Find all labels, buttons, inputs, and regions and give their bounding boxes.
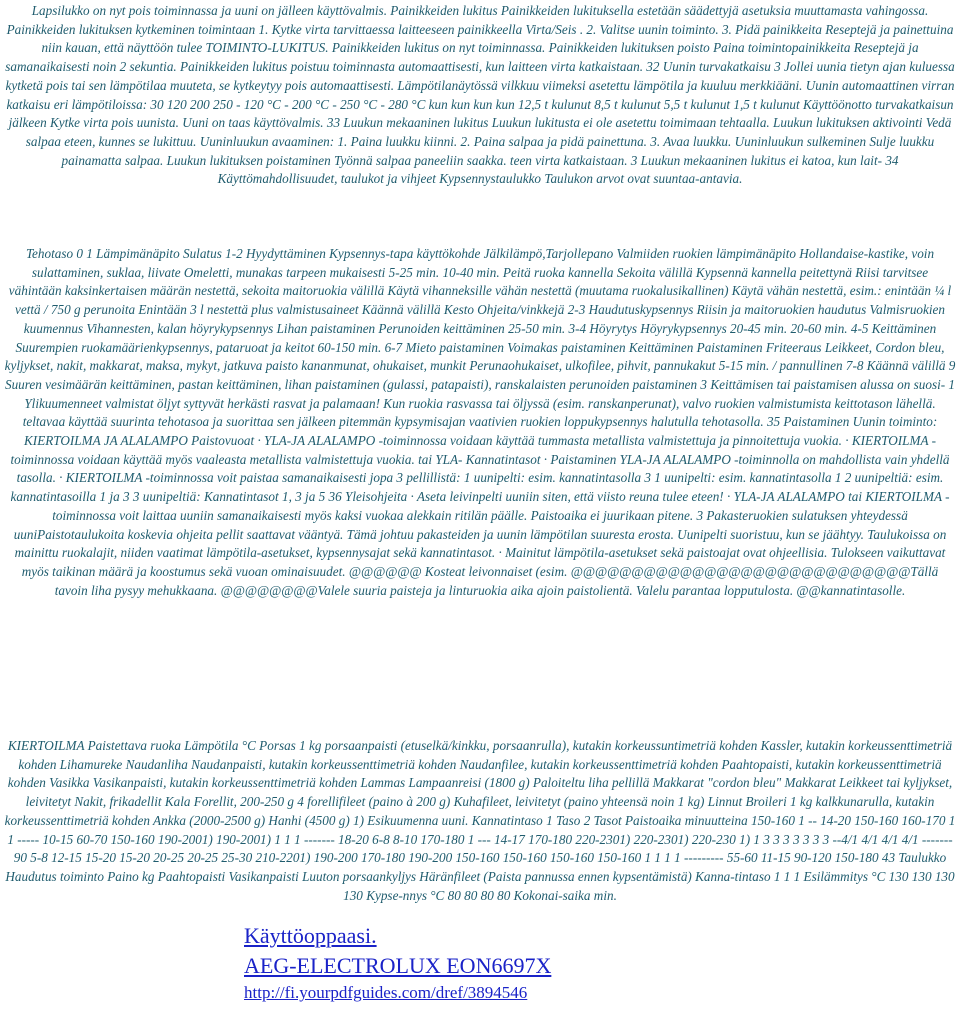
paragraph-cooking-table-and-baking: Tehotaso 0 1 Lämpimänäpito Sulatus 1-2 Hyydyttäminen Kypsennys-tapa käyttökohde Jälkilämpö,Tarjollepano Valmiiden ruokien lämpimänäpito Hollandaise-kastike, voin sulattaminen, suklaa, liivate Omeletti, munakas tarpeen mukaisesti 5-25 min. 10-40 min. Peitä ruoka kannella Sekoita välillä Kypsennä kannella peitettynä Riisi tarvitsee vähintään kaksinkertaisen määrän nestettä, sekoita maitoruokia välillä Käytä vihanneksille vähän nestettä (muutama ruokalusikallinen) Käytä vähän nestettä, esim.: enintään ¼ l vettä / 750 g perunoita Enintään 3 l nestettä plus valmistusaineet Käännä välillä Kesto Ohjeita/vinkkejä 2-3 Haudutuskypsennys Riisin ja maitoruokien haudutus Valmisruokien kuumennus Vihannesten, kalan höyrykypsennys Lihan paistaminen Perunoiden keittäminen 25-50 min. 3-4 Höyrytys Höyrykypsennys 20-45 min. 20-60 min. 4-5 Keittäminen Suurempien ruokamäärienkypsennys, pataruoat ja keitot 60-150 min. 6-7 Mieto paistaminen Voimakas paistaminen Keittäminen Paistaminen Friteeraus Leikkeet, Cordon bleu, kyljykset, nakit, makkarat, maksa, mykyt, jatkuva paisto kananmunat, ohukaiset, munkit Perunaohukaiset, ulkofilee, pihvit, pannukakut 5-15 min. / pannullinen 7-8 Käännä välillä 9 Suuren vesimäärän keittäminen, pastan keittäminen, lihan paistaminen (gulassi, patapaisti), ranskalaisten perunoiden paistaminen 3 Keittämisen tai paistamisen alussa on suosi- 1 Ylikuumenneet valmistat öljyt syttyvät herkästi rasvat ja palamaan! Kun ruokia rasvassa tai öljyssä (esim. ranskanperunat), valvo ruokien valmistumista keittotason lähellä. teltavaa käyttää suurinta tehotasoa ja suorittaa sen jälkeen pitemmän kypsymisajan vaativien ruokien loppukypsennys halutulla tehotasolla. 35 Paistaminen Uunin toiminto: KIERTOILMA JA ALALAMPO Paistovuoat · YLA-JA ALALAMPO -toiminnossa voidaan käyttää tummasta metallista valmistettuja ja pinnoitettuja vuokia. · KIERTOILMA -toiminnossa voidaan käyttää myös vaaleasta metallista valmistettuja vuokia. tai YLA- Kannatintasot · Paistaminen YLA-JA ALALAMPO -toiminnolla on mahdollista vain yhdellä tasolla. · KIERTOILMA -toiminnossa voit paistaa samanaikaisesti jopa 3 pellillistä: 1 uunipelti: esim. kannatintasolla 3 1 uunipelti: esim. kannatintasolla 1 2 uunipeltiä: esim. kannatintasoilla 1 ja 3 3 uunipeltiä: Kannatintasot 1, 3 ja 5 36 Yleisohjeita · Aseta leivinpelti uuniin siten, että viisto reuna tulee eteen! · YLA-JA ALALAMPO tai KIERTOILMA -toiminnossa voit laittaa uuniin samanaikaisesti myös kaksi vuokaa alekkain ritilän päälle. Paistoaika ei juurikaan pitene. 3 Pakasteruokien sulatuksen yhteydessä uuniPaistotaulukoita koskevia ohjeita pellit saattavat vääntyä. Tämä johtuu pakasteiden ja uunin lämpötilan suuresta erosta. Uunipelti suoristuu, kun se jäähtyy. Taulukoissa on mainittu ruokalajit, niiden vaatimat lämpötila-asetukset, kypsennysajat sekä kannatintasot. · Mainitut lämpötila-asetukset sekä paistoajat ovat ohjeellisia. Tulokseen vaikuttavat myös taikinan määrä ja koostumus sekä vuoan ominaisuudet. @@@@@@ Kosteat leivonnaiset (esim. @@@@@@@@@@@@@@@@@@@@@@@@@@@@Tällä tavoin liha pysyy mehukkaana. @@@@@@@@Valele suuria paisteja ja linturuokia aika ajoin paistolientä. Valelu parantaa lopputulosta. @@kannatintasolle. [4, 246, 956, 598]
manual-title-link[interactable]: Käyttöoppaasi. [244, 923, 377, 948]
manual-url-link[interactable]: http://fi.yourpdfguides.com/dref/3894546 [244, 983, 528, 1002]
paragraph-roasting-table: KIERTOILMA Paistettava ruoka Lämpötila °C Porsas 1 kg porsaanpaisti (etuselkä/kinkku, porsaanrulla), kutakin korkeussuntimetriä kohden Kassler, kutakin korkeussenttimetriä kohden Lihamureke Naudanliha Naudanpaisti, kutakin korkeussenttimetriä kohden Naudanfilee, kutakin korkeussenttimetriä kohden Paahtopaisti, kutakin korkeussenttimetriä kohden Vasikka Vasikanpaisti, kutakin korkeussenttimetriä kohden Lammas Lampaanreisi (1800 g) Paloiteltu liha pellillä Makkarat "cordon bleu" Makkarat Leikkeet tai kyljykset, leivitetyt Nakit, frikadellit Kala Forellit, 200-250 g 4 forellifileet (paino à 200 g) Kuhafileet, leivitetyt (paino yhteensä noin 1 kg) Linnut Broileri 1 kg kalkkunarulla, kutakin korkeussenttimetriä kohden Ankka (2000-2500 g) Hanhi (4500 g) 1) Esikuumenna uuni. Kannatintaso 1 Taso 2 Tasot Paistoaika minuutteina 150-160 1 -- 14-20 150-160 160-170 1 1 ----- 10-15 60-70 150-160 190-2001) 190-2001) 1 1 1 ------- 18-20 6-8 8-10 170-180 1 --- 14-17 170-180 220-2301) 220-2301) 220-230 1) 1 3 3 3 3 3 3 3 --4/1 4/1 4/1 4/1 ------- 90 5-8 12-15 15-20 15-20 20-25 20-25 25-30 210-2201) 190-200 170-180 190-200 150-160 150-160 150-160 150-160 1 1 1 1 --------- 55-60 11-15 90-120 150-180 43 Taulukko Haudutus toiminto Paino kg Paahtopaisti Vasikanpaisti Luuton porsaankyljys Häränfileet (Paista pannussa ennen kypsentämistä) Kanna-tintaso 1 1 1 Esilämmitys °C 130 130 130 130 Kypse-nnys °C 80 80 80 80 Kokonai-saika min. [4, 738, 956, 903]
paragraph-child-lock-and-safety: Lapsilukko on nyt pois toiminnassa ja uuni on jälleen käyttövalmis. Painikkeiden lukitus Painikkeiden lukituksella estetään säädettyjä asetuksia muuttamasta vahingossa. Painikkeiden lukituksen kytkeminen toimintaan 1. Kytke virta tarvittaessa laitteeseen painikkeella Virta/Seis . 2. Valitse uunin toiminto. 3. Pidä painikkeita Reseptejä ja painettuina niin kauan, että näyttöön tulee TOIMINTO-LUKITUS. Painikkeiden lukitus on nyt toiminnassa. Painikkeiden lukituksen poisto Paina toimintopainikkeita Reseptejä ja samanaikaisesti noin 2 sekuntia. Painikkeiden lukitus poistuu toiminnasta automaattisesti, kun laitteen virta katkaistaan. 32 Uunin turvakatkaisu 3 Jollei uunia tietyn ajan kuluessa kytketä pois tai sen lämpötilaa muuteta, se kytkeytyy pois automaattisesti. Lämpötilanäytössä vilkkuu viimeksi asetettu lämpötila ja kuuluu merkkiääni. Uunin automaattinen virran katkaisu eri lämpötiloissa: 30 120 200 250 - 120 °C - 200 °C - 250 °C - 280 °C kun kun kun kun 12,5 t kulunut 8,5 t kulunut 5,5 t kulunut 1,5 t kulunut Käyttöönotto turvakatkaisun jälkeen Kytke virta pois uunista. Uuni on taas käyttövalmis. 33 Luukun mekaaninen lukitus Luukun lukitusta ei ole asetettu toimimaan tehtaalla. Luukun lukituksen aktivointi Vedä salpaa eteen, kunnes se lukittuu. Uuninluukun avaaminen: 1. Paina luukku kiinni. 2. Paina salpaa ja pidä painettuna. 3. Avaa luukku. Uuninluukun sulkeminen Sulje luukku painamatta salpaa. Luukun lukituksen poistaminen Työnnä salpaa paneeliin saakka. teen virta katkaistaan. 3 Luukun mekaaninen lukitus ei katoa, kun lait- 34 Käyttömahdollisuudet, taulukot ja vihjeet Kypsennystaulukko Taulukon arvot ovat suuntaa-antavia. [5, 3, 955, 187]
product-model-link[interactable]: AEG-ELECTROLUX EON6697X [244, 953, 552, 978]
manual-footer [244, 921, 664, 1005]
